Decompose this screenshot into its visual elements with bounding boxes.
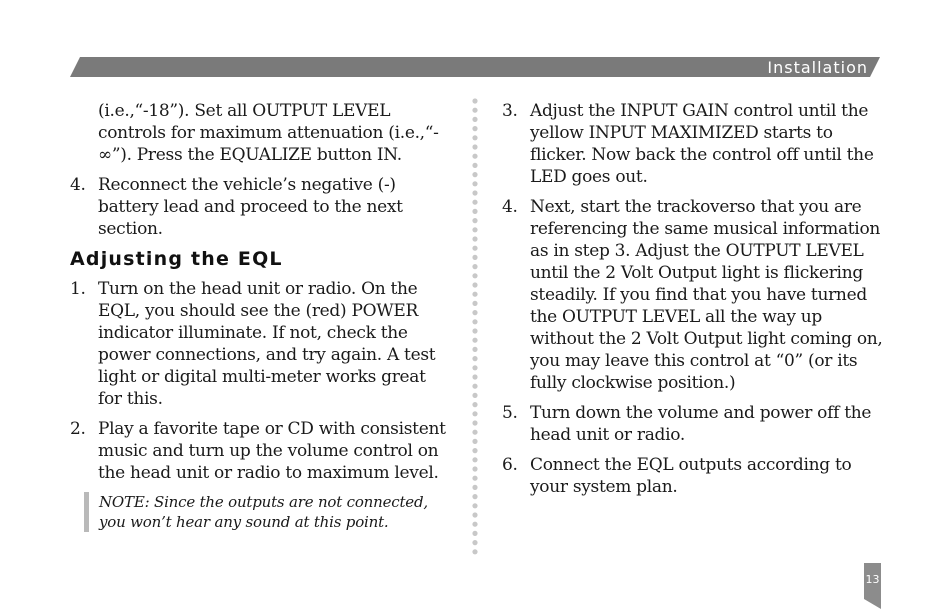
step-text: Adjust the INPUT GAIN control until the yellow INPUT MAXIMIZED starts to flicker. Now back the control off until the LED goes out. (530, 101, 874, 187)
divider-dot (472, 356, 477, 361)
list-item (70, 174, 450, 240)
step-number: 2. (70, 419, 86, 439)
divider-dot (472, 420, 477, 425)
divider-dot (472, 200, 477, 205)
step-text: Turn down the volume and power off the head unit or radio. (530, 403, 872, 445)
divider-dot (472, 531, 477, 536)
page-number: 13 (865, 573, 880, 586)
divider-dot (472, 246, 477, 251)
divider-dot (472, 144, 477, 149)
divider-dot (472, 347, 477, 352)
divider-dot (472, 549, 477, 554)
divider-dot (472, 292, 477, 297)
divider-dot (472, 117, 477, 122)
divider-dot (472, 338, 477, 343)
divider-dot (472, 540, 477, 545)
divider-dot (472, 503, 477, 508)
left-column (70, 100, 450, 532)
divider-dot (472, 310, 477, 315)
divider-dot (472, 476, 477, 481)
divider-dot (472, 209, 477, 214)
step-number: 3. (502, 101, 518, 121)
continued-paragraph: (i.e.,“-18”). Set all OUTPUT LEVEL controls for maximum attenuation (i.e.,“- ∞”). Press the EQUALIZE button IN. (98, 101, 439, 165)
list-item (502, 100, 887, 188)
divider-dot (472, 328, 477, 333)
divider-dot (472, 282, 477, 287)
list-item (70, 418, 450, 484)
right-column (502, 100, 887, 506)
step-text: Play a favorite tape or CD with consistent music and turn up the volume control on the head unit or radio to maximum level. (98, 419, 446, 483)
section-heading: Adjusting the EQL (70, 248, 283, 270)
divider-dot (472, 163, 477, 168)
step-number: 4. (502, 197, 518, 217)
divider-dot (472, 319, 477, 324)
column-divider (472, 98, 478, 560)
divider-dot (472, 374, 477, 379)
step-number: 4. (70, 175, 86, 195)
divider-dot (472, 411, 477, 416)
step-number: 5. (502, 403, 518, 423)
step-text: Turn on the head unit or radio. On the EQL, you should see the (red) POWER indicator illuminate. If not, check the power connections, and try again. A test light or digital multi-meter works great for this. (98, 279, 436, 409)
note-callout: NOTE: Since the outputs are not connected, you won’t hear any sound at this point. (84, 492, 450, 532)
list-item (502, 402, 887, 446)
divider-dot (472, 154, 477, 159)
divider-dot (472, 126, 477, 131)
divider-dot (472, 190, 477, 195)
divider-dot (472, 181, 477, 186)
divider-dot (472, 218, 477, 223)
divider-dot (472, 430, 477, 435)
divider-dot (472, 264, 477, 269)
divider-dot (472, 494, 477, 499)
list-item (502, 196, 887, 394)
list-item (502, 454, 887, 498)
divider-dot (472, 273, 477, 278)
divider-dot (472, 227, 477, 232)
divider-dot (472, 485, 477, 490)
divider-dot (472, 439, 477, 444)
header-band (70, 57, 880, 77)
step-text: Next, start the trackoverso that you are referencing the same musical information as in step 3. Adjust the OUTPUT LEVEL until the 2 Volt Output light is flickering steadily. If you find that you have turned the OUTPUT LEVEL all the way up without the 2 Volt Output light coming on, you may leave this control at “0” (or its fully clockwise position.) (530, 197, 883, 393)
divider-dot (472, 384, 477, 389)
divider-dot (472, 98, 477, 103)
divider-dot (472, 448, 477, 453)
section-title: Installation (767, 58, 868, 77)
step-number: 6. (502, 455, 518, 475)
page-tab (864, 563, 881, 609)
divider-dot (472, 402, 477, 407)
divider-dot (472, 393, 477, 398)
divider-dot (472, 236, 477, 241)
divider-dot (472, 301, 477, 306)
divider-dot (472, 466, 477, 471)
step-text: Reconnect the vehicle’s negative (-) battery lead and proceed to the next section. (98, 175, 403, 239)
step-text: Connect the EQL outputs according to your system plan. (530, 455, 852, 497)
divider-dot (472, 255, 477, 260)
divider-dot (472, 108, 477, 113)
list-item (70, 278, 450, 410)
step-number: 1. (70, 279, 86, 299)
divider-dot (472, 522, 477, 527)
divider-dot (472, 172, 477, 177)
divider-dot (472, 512, 477, 517)
divider-dot (472, 457, 477, 462)
divider-dot (472, 135, 477, 140)
divider-dot (472, 365, 477, 370)
